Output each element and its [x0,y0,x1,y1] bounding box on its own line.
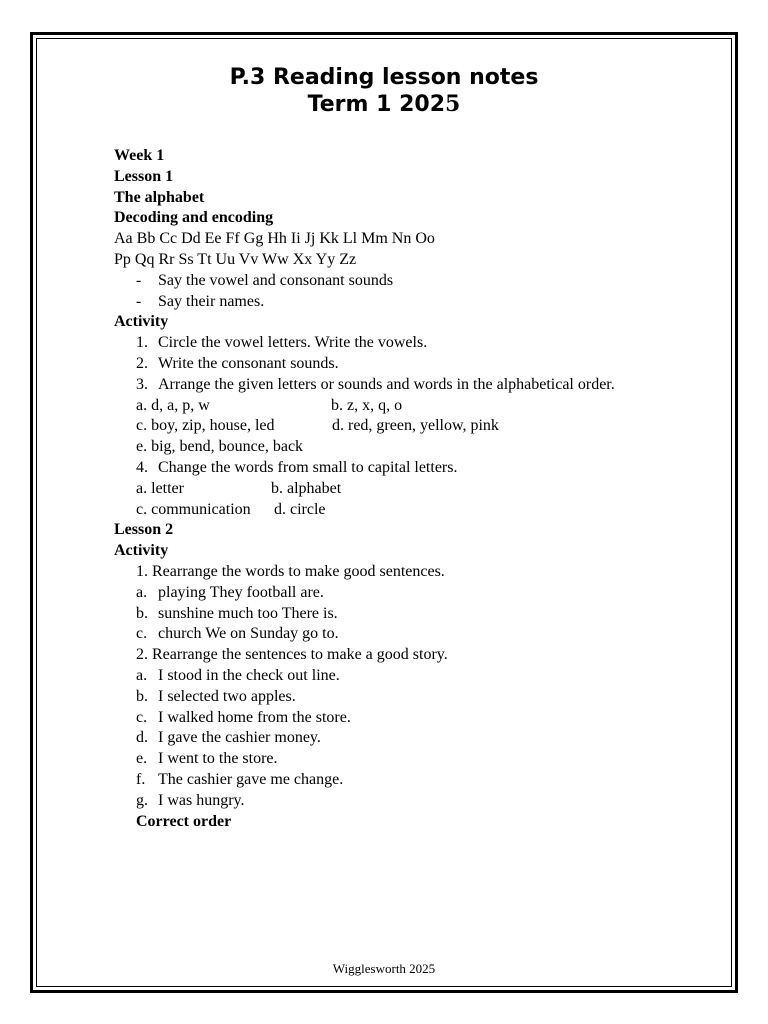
bullet-item [114,292,714,313]
item-text: I gave the cashier money. [158,729,321,747]
activity-item [114,458,714,479]
item-number: 3. [136,375,148,393]
item-text: playing They football are. [158,583,324,601]
item-text: I went to the store. [158,750,278,768]
alphabet-row-1: Aa Bb Cc Dd Ee Ff Gg Hh Ii Jj Kk Ll Mm Nn Oo [114,230,435,248]
question-1: 1. Rearrange the words to make good sentences. [136,562,445,580]
list-item [114,624,714,645]
list-item [114,708,714,729]
lesson-1-heading: Lesson 1 [114,167,174,185]
title-line-2-prefix: Term 1 202 [307,92,445,117]
item-letter: f. [136,770,146,788]
bullet-marker: - [136,292,142,310]
item-letter: c. [136,708,148,726]
page-footer: Wigglesworth 2025 [332,961,436,976]
activity-item [114,354,714,375]
item-text: I was hungry. [158,791,245,809]
item-letter: b. [136,687,148,705]
lesson-2-heading: Lesson 2 [114,521,174,539]
document-title [0,64,768,118]
capital-row [114,500,714,521]
item-number: 2. [136,354,148,372]
subtopic-heading: Decoding and encoding [114,209,274,227]
correct-order-heading: Correct order [136,812,232,830]
item-number: 1. [136,334,148,352]
item-text: I selected two apples. [158,687,296,705]
activity-item [114,333,714,354]
question-2: 2. Rearrange the sentences to make a good story. [136,646,448,664]
bullet-text: Say their names. [158,292,265,310]
activity-item [114,375,714,396]
week-heading: Week 1 [114,147,165,164]
item-text: Circle the vowel letters. Write the vowels. [158,334,428,352]
alphabet-row-2: Pp Qq Rr Ss Tt Uu Vv Ww Xx Yy Zz [114,250,357,268]
item-text: Write the consonant sounds. [158,354,339,372]
arrange-row [114,396,714,417]
item-letter: a. [136,666,148,684]
bullet-marker: - [136,271,142,289]
option-d: d. circle [274,500,326,518]
option-b: b. z, x, q, o [331,396,403,414]
activity-heading: Activity [114,542,169,560]
item-text: I walked home from the store. [158,708,351,726]
title-line-2-suffix: 5 [445,91,461,117]
list-item [114,749,714,770]
item-text: church We on Sunday go to. [158,625,339,643]
bullet-item [114,271,714,292]
item-letter: b. [136,604,148,622]
lesson-content [114,146,714,832]
option-c: c. boy, zip, house, led [136,417,275,435]
item-text: sunshine much too There is. [158,604,338,622]
item-text: The cashier gave me change. [158,770,344,788]
title-line-2 [0,91,768,118]
item-letter: d. [136,729,148,747]
list-item [114,687,714,708]
capital-row [114,479,714,500]
list-item [114,604,714,625]
option-a: a. d, a, p, w [136,396,210,414]
list-item [114,583,714,604]
topic-heading: The alphabet [114,188,205,206]
item-number: 4. [136,458,148,476]
list-item [114,728,714,749]
item-letter: e. [136,750,148,768]
list-item [114,770,714,791]
item-text: Arrange the given letters or sounds and words in the alphabetical order. [158,375,615,393]
item-letter: a. [136,583,148,601]
item-letter: c. [136,625,148,643]
activity-heading: Activity [114,313,169,331]
option-d: d. red, green, yellow, pink [332,417,499,435]
title-line-1: P.3 Reading lesson notes [229,65,539,90]
arrange-row [114,416,714,437]
list-item [114,791,714,812]
list-item [114,666,714,687]
option-c: c. communication [136,500,251,518]
option-a: a. letter [136,479,184,497]
item-letter: g. [136,791,148,809]
item-text: I stood in the check out line. [158,666,340,684]
option-e: e. big, bend, bounce, back [136,438,304,456]
item-text: Change the words from small to capital letters. [158,458,458,476]
option-b: b. alphabet [271,479,342,497]
bullet-text: Say the vowel and consonant sounds [158,271,394,289]
